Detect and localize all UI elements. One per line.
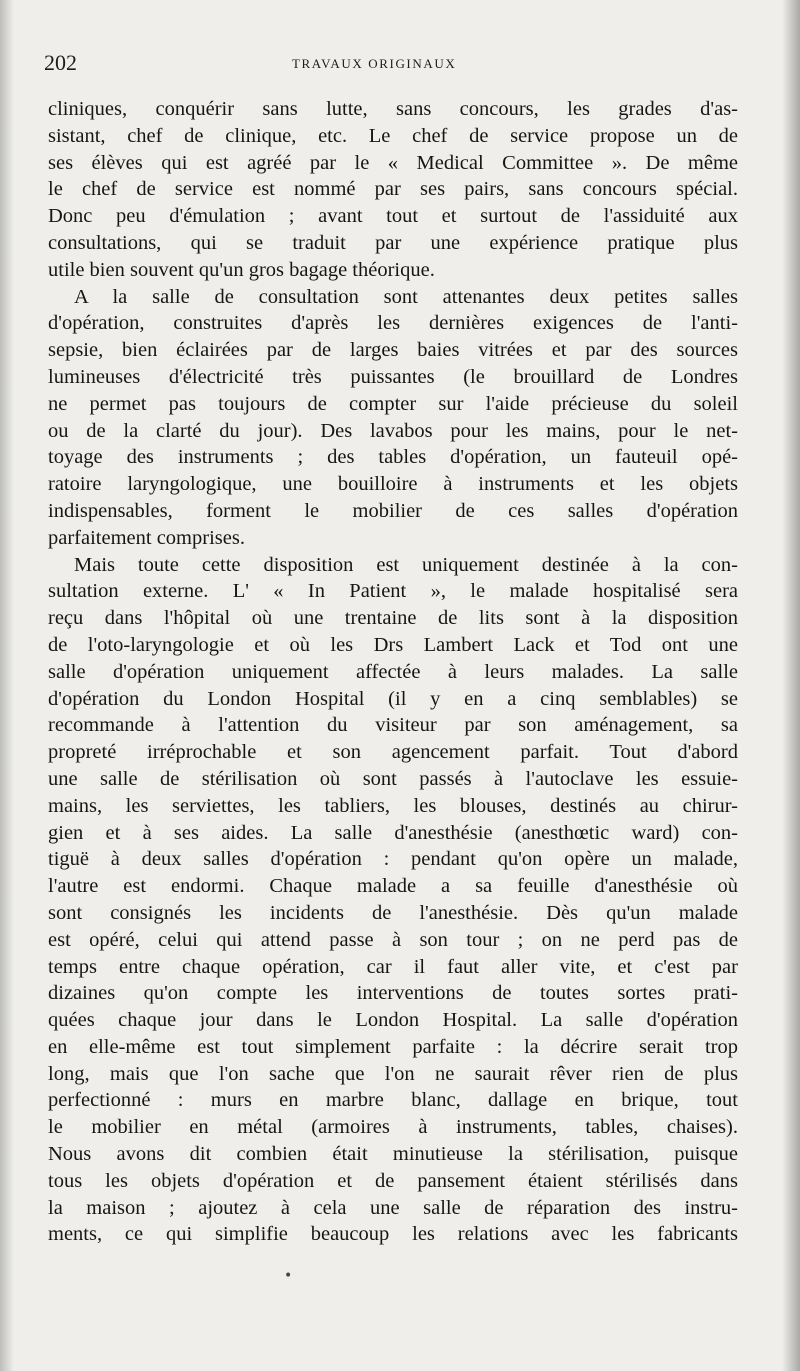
text-line: cliniques, conquérir sans lutte, sans concours, les grades d'as- — [48, 98, 738, 120]
text-line: tous les objets d'opération et de pansement étaient stérilisés dans — [48, 1169, 738, 1192]
running-head: TRAVAUX ORIGINAUX — [292, 56, 457, 71]
footer-mark: • — [284, 1268, 293, 1284]
text-line: l'autre est endormi. Chaque malade a sa feuille d'anesthésie où — [48, 875, 738, 898]
text-line: long, mais que l'on sache que l'on ne saurait rêver rien de plus — [48, 1062, 738, 1085]
text-line: temps entre chaque opération, car il faut aller vite, et c'est par — [48, 955, 738, 978]
text-line: en elle-même est tout simplement parfaite : la décrire serait trop — [48, 1035, 738, 1058]
text-line: le mobilier en métal (armoires à instruments, tables, chaises). — [48, 1116, 738, 1139]
text-line: ratoire laryngologique, une bouilloire à instruments et les objets — [48, 473, 738, 496]
text-line: Mais toute cette disposition est uniquement destinée à la con- — [74, 553, 738, 576]
text-line: reçu dans l'hôpital où une trentaine de lits sont à la disposition — [48, 607, 738, 630]
text-line: sistant, chef de clinique, etc. Le chef de service propose un de — [48, 124, 738, 147]
text-line: A la salle de consultation sont attenantes deux petites salles — [74, 285, 738, 308]
text-line: Donc peu d'émulation ; avant tout et surtout de l'assiduité aux — [48, 205, 738, 228]
text-line: mains, les serviettes, les tabliers, les blouses, destinés au chirur- — [48, 794, 738, 817]
text-line: sepsie, bien éclairées par de larges baies vitrées et par des sources — [48, 339, 738, 362]
text-line: ses élèves qui est agréé par le « Medical Committee ». De même — [48, 151, 738, 174]
text-line: perfectionné : murs en marbre blanc, dallage en brique, tout — [48, 1089, 738, 1112]
text-line: de l'oto-laryngologie et où les Drs Lambert Lack et Tod ont une — [48, 633, 738, 656]
text-line: est opéré, celui qui attend passe à son tour ; on ne perd pas de — [48, 928, 738, 951]
text-line: gien et à ses aides. La salle d'anesthésie (anesthœtic ward) con- — [48, 821, 738, 844]
text-line: dizaines qu'on compte les interventions de toutes sortes prati- — [48, 982, 738, 1005]
text-line: ments, ce qui simplifie beaucoup les relations avec les fabricants — [48, 1223, 738, 1246]
text-line: propreté irréprochable et son agencement parfait. Tout d'abord — [48, 741, 738, 764]
text-line: ne permet pas toujours de compter sur l'aide précieuse du soleil — [48, 392, 738, 415]
text-line: parfaitement comprises. — [48, 526, 245, 549]
text-line: une salle de stérilisation où sont passés à l'autoclave les essuie- — [48, 767, 738, 790]
text-line: sont consignés les incidents de l'anesthésie. Dès qu'un malade — [48, 901, 738, 924]
text-line: consultations, qui se traduit par une expérience pratique plus — [48, 231, 738, 254]
text-line: salle d'opération uniquement affectée à leurs malades. La salle — [48, 660, 738, 683]
text-line: tiguë à deux salles d'opération : pendant qu'on opère un malade, — [48, 848, 738, 871]
body-text — [48, 96, 738, 1248]
text-line: Nous avons dit combien était minutieuse la stérilisation, puisque — [48, 1143, 738, 1166]
text-line: le chef de service est nommé par ses pairs, sans concours spécial. — [48, 178, 738, 201]
text-line: d'opération, construites d'après les dernières exigences de l'anti- — [48, 312, 738, 335]
text-line: utile bien souvent qu'un gros bagage théorique. — [48, 258, 435, 281]
page-header — [44, 50, 754, 80]
text-line: ou de la clarté du jour). Des lavabos pour les mains, pour le net- — [48, 419, 738, 442]
text-line: quées chaque jour dans le London Hospital. La salle d'opération — [48, 1009, 738, 1032]
text-line: lumineuses d'électricité très puissantes (le brouillard de Londres — [48, 365, 738, 388]
text-line: recommande à l'attention du visiteur par son aménagement, sa — [48, 714, 738, 737]
text-line: indispensables, forment le mobilier de ces salles d'opération — [48, 499, 738, 522]
text-line: d'opération du London Hospital (il y en a cinq semblables) se — [48, 687, 738, 710]
text-line: sultation externe. L' « In Patient », le malade hospitalisé sera — [48, 580, 738, 603]
page-number: 202 — [44, 50, 77, 75]
text-line: toyage des instruments ; des tables d'opération, un fauteuil opé- — [48, 446, 738, 469]
text-line: la maison ; ajoutez à cela une salle de réparation des instru- — [48, 1196, 738, 1219]
